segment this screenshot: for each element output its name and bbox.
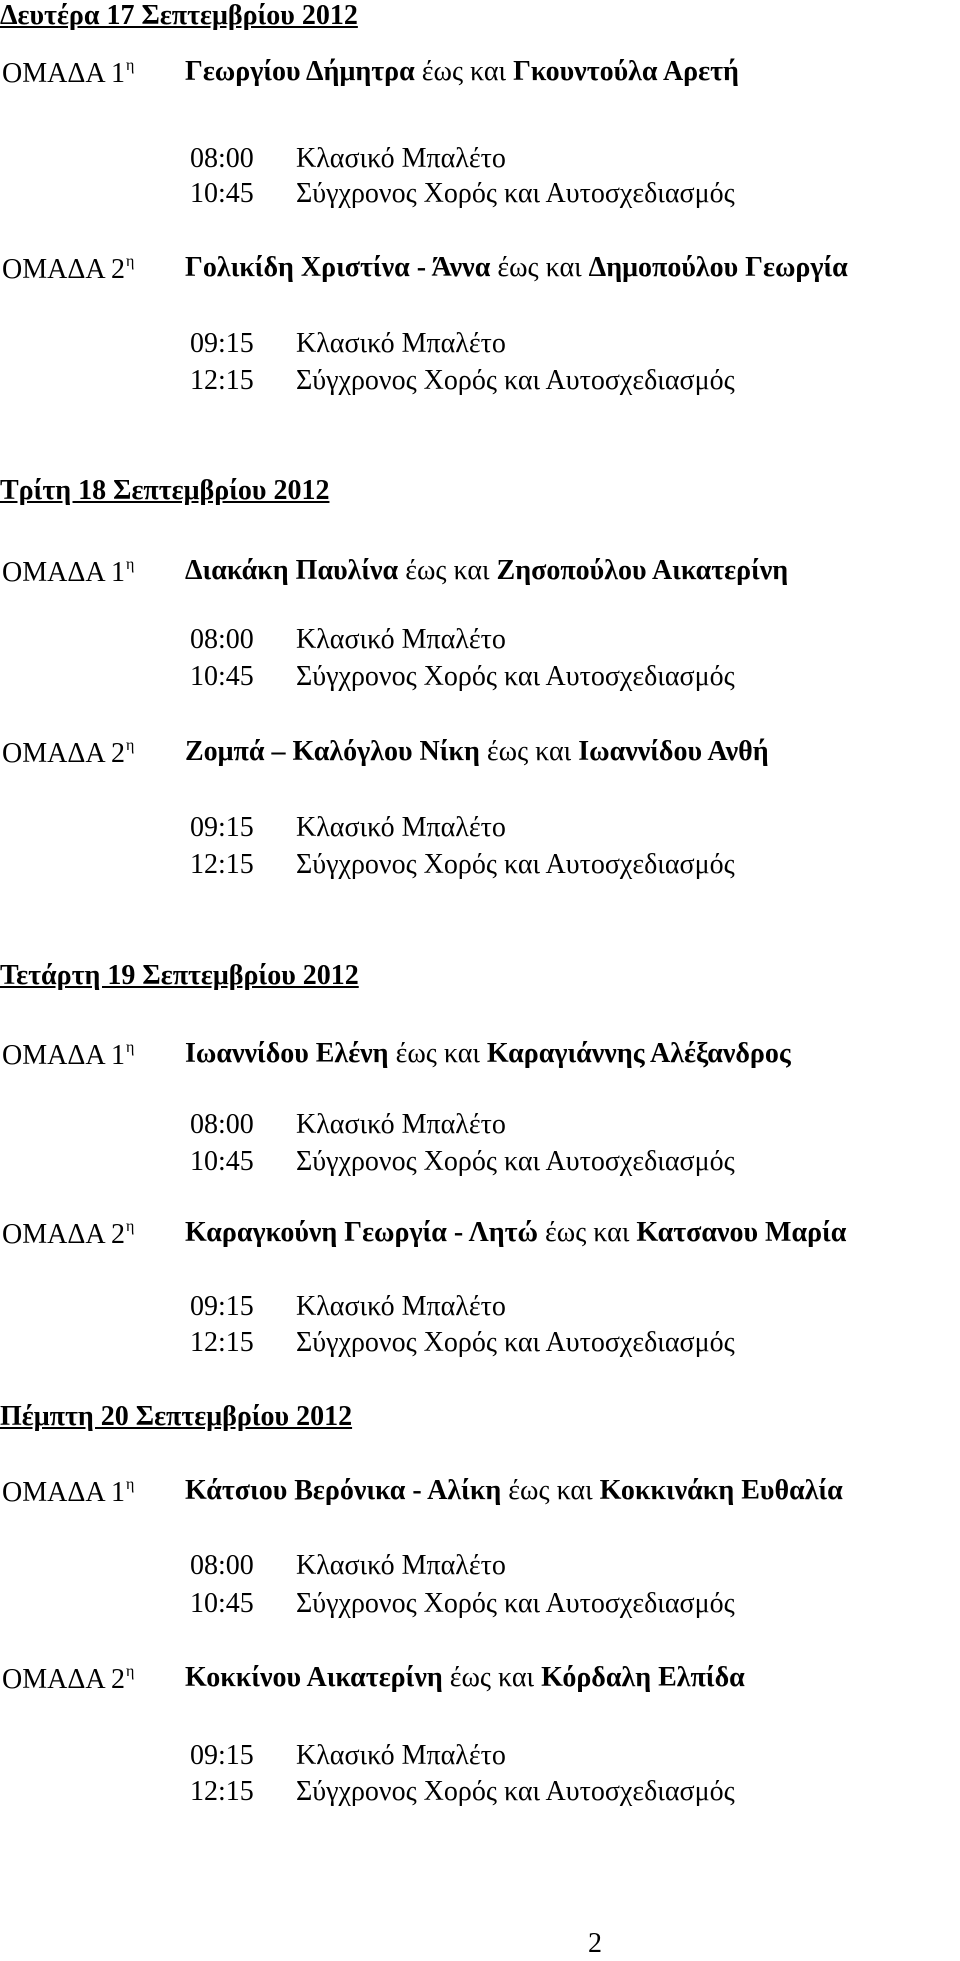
class-slot xyxy=(190,626,506,654)
class-slot xyxy=(190,1293,506,1321)
group-name-range: Καραγκούνη Γεωργία - Λητώ έως και Κατσανου Μαρία xyxy=(185,1217,847,1248)
slot-time: 08:00 xyxy=(190,1109,254,1140)
page-number: 2 xyxy=(588,1928,602,1959)
group-name-range: Ζομπά – Καλόγλου Νίκη έως και Ιωαννίδου Ανθή xyxy=(185,736,769,767)
slot-class: Σύγχρονος Χορός και Αυτοσχεδιασμός xyxy=(296,365,735,396)
slot-class: Σύγχρονος Χορός και Αυτοσχεδιασμός xyxy=(296,661,735,692)
slot-class: Σύγχρονος Χορός και Αυτοσχεδιασμός xyxy=(296,1776,735,1807)
slot-time: 08:00 xyxy=(190,1550,254,1581)
range-from: Κοκκίνου Αικατερίνη xyxy=(185,1662,443,1693)
slot-time: 08:00 xyxy=(190,143,254,174)
group-label: ΟΜΑΔΑ $2^\eta$ xyxy=(2,1663,135,1695)
slot-time: 09:15 xyxy=(190,812,254,843)
class-slot xyxy=(190,1148,735,1176)
slot-class: Κλασικό Μπαλέτο xyxy=(296,1550,506,1581)
range-to: Ζησοπούλου Αικατερίνη xyxy=(496,555,789,586)
class-slot xyxy=(190,1552,506,1580)
day-title: Δευτέρα 17 Σεπτεμβρίου 2012 xyxy=(0,0,358,31)
class-slot xyxy=(190,145,506,173)
slot-time: 08:00 xyxy=(190,624,254,655)
day-title: Τετάρτη 19 Σεπτεμβρίου 2012 xyxy=(0,960,359,991)
class-slot xyxy=(190,1111,506,1139)
class-slot xyxy=(190,663,735,691)
slot-time: 12:15 xyxy=(190,1327,254,1358)
range-from: Κάτσιου Βερόνικα - Αλίκη xyxy=(185,1475,502,1506)
slot-time: 12:15 xyxy=(190,365,254,396)
class-slot xyxy=(190,1742,506,1770)
range-to: Γκουντούλα Αρετή xyxy=(513,56,739,87)
class-slot xyxy=(190,180,735,208)
slot-time: 10:45 xyxy=(190,1588,254,1619)
group-label: ΟΜΑΔΑ $2^\eta$ xyxy=(2,1218,135,1250)
range-to: Κοκκινάκη Ευθαλία xyxy=(599,1475,843,1506)
range-from: Γολικίδη Χριστίνα - Άννα xyxy=(185,252,491,283)
slot-time: 09:15 xyxy=(190,1740,254,1771)
slot-time: 10:45 xyxy=(190,1146,254,1177)
group-label: ΟΜΑΔΑ $1^\eta$ xyxy=(2,556,135,588)
class-slot xyxy=(190,1778,735,1806)
slot-time: 10:45 xyxy=(190,661,254,692)
group-label: ΟΜΑΔΑ $1^\eta$ xyxy=(2,1039,135,1071)
range-from: Καραγκούνη Γεωργία - Λητώ xyxy=(185,1217,539,1248)
range-from: Ιωαννίδου Ελένη xyxy=(185,1038,389,1069)
group-label: ΟΜΑΔΑ $1^\eta$ xyxy=(2,1476,135,1508)
slot-class: Κλασικό Μπαλέτο xyxy=(296,328,506,359)
range-to: Καραγιάννης Αλέξανδρος xyxy=(486,1038,791,1069)
group-name-range: Κοκκίνου Αικατερίνη έως και Κόρδαλη Ελπίδα xyxy=(185,1662,745,1693)
range-to: Δημοπούλου Γεωργία xyxy=(588,252,848,283)
class-slot xyxy=(190,1590,735,1618)
group-label: ΟΜΑΔΑ $1^\eta$ xyxy=(2,57,135,89)
slot-time: 09:15 xyxy=(190,1291,254,1322)
slot-time: 12:15 xyxy=(190,849,254,880)
slot-class: Κλασικό Μπαλέτο xyxy=(296,143,506,174)
range-from: Ζομπά – Καλόγλου Νίκη xyxy=(185,736,480,767)
class-slot xyxy=(190,1329,735,1357)
slot-class: Κλασικό Μπαλέτο xyxy=(296,1109,506,1140)
range-from: Διακάκη Παυλίνα xyxy=(185,555,399,586)
slot-class: Σύγχρονος Χορός και Αυτοσχεδιασμός xyxy=(296,1146,735,1177)
slot-time: 09:15 xyxy=(190,328,254,359)
range-from: Γεωργίου Δήμητρα xyxy=(185,56,415,87)
range-to: Κόρδαλη Ελπίδα xyxy=(541,1662,745,1693)
class-slot xyxy=(190,851,735,879)
slot-class: Κλασικό Μπαλέτο xyxy=(296,1740,506,1771)
slot-class: Κλασικό Μπαλέτο xyxy=(296,1291,506,1322)
group-label: ΟΜΑΔΑ $2^\eta$ xyxy=(2,737,135,769)
class-slot xyxy=(190,814,506,842)
day-title: Τρίτη 18 Σεπτεμβρίου 2012 xyxy=(0,475,330,506)
group-label: ΟΜΑΔΑ $2^\eta$ xyxy=(2,253,135,285)
range-to: Ιωαννίδου Ανθή xyxy=(578,736,769,767)
slot-class: Κλασικό Μπαλέτο xyxy=(296,812,506,843)
slot-class: Σύγχρονος Χορός και Αυτοσχεδιασμός xyxy=(296,1588,735,1619)
group-name-range: Γεωργίου Δήμητρα έως και Γκουντούλα Αρετή xyxy=(185,56,739,87)
slot-time: 10:45 xyxy=(190,178,254,209)
slot-class: Σύγχρονος Χορός και Αυτοσχεδιασμός xyxy=(296,178,735,209)
slot-time: 12:15 xyxy=(190,1776,254,1807)
day-title: Πέμπτη 20 Σεπτεμβρίου 2012 xyxy=(0,1401,353,1432)
slot-class: Σύγχρονος Χορός και Αυτοσχεδιασμός xyxy=(296,849,735,880)
range-to: Κατσανου Μαρία xyxy=(636,1217,847,1248)
group-name-range: Κάτσιου Βερόνικα - Αλίκη έως και Κοκκινάκη Ευθαλία xyxy=(185,1475,843,1506)
class-slot xyxy=(190,330,506,358)
slot-class: Σύγχρονος Χορός και Αυτοσχεδιασμός xyxy=(296,1327,735,1358)
group-name-range: Γολικίδη Χριστίνα - Άννα έως και Δημοπούλου Γεωργία xyxy=(185,252,848,283)
slot-class: Κλασικό Μπαλέτο xyxy=(296,624,506,655)
group-name-range: Ιωαννίδου Ελένη έως και Καραγιάννης Αλέξανδρος xyxy=(185,1038,791,1069)
class-slot xyxy=(190,367,735,395)
group-name-range: Διακάκη Παυλίνα έως και Ζησοπούλου Αικατερίνη xyxy=(185,555,789,586)
